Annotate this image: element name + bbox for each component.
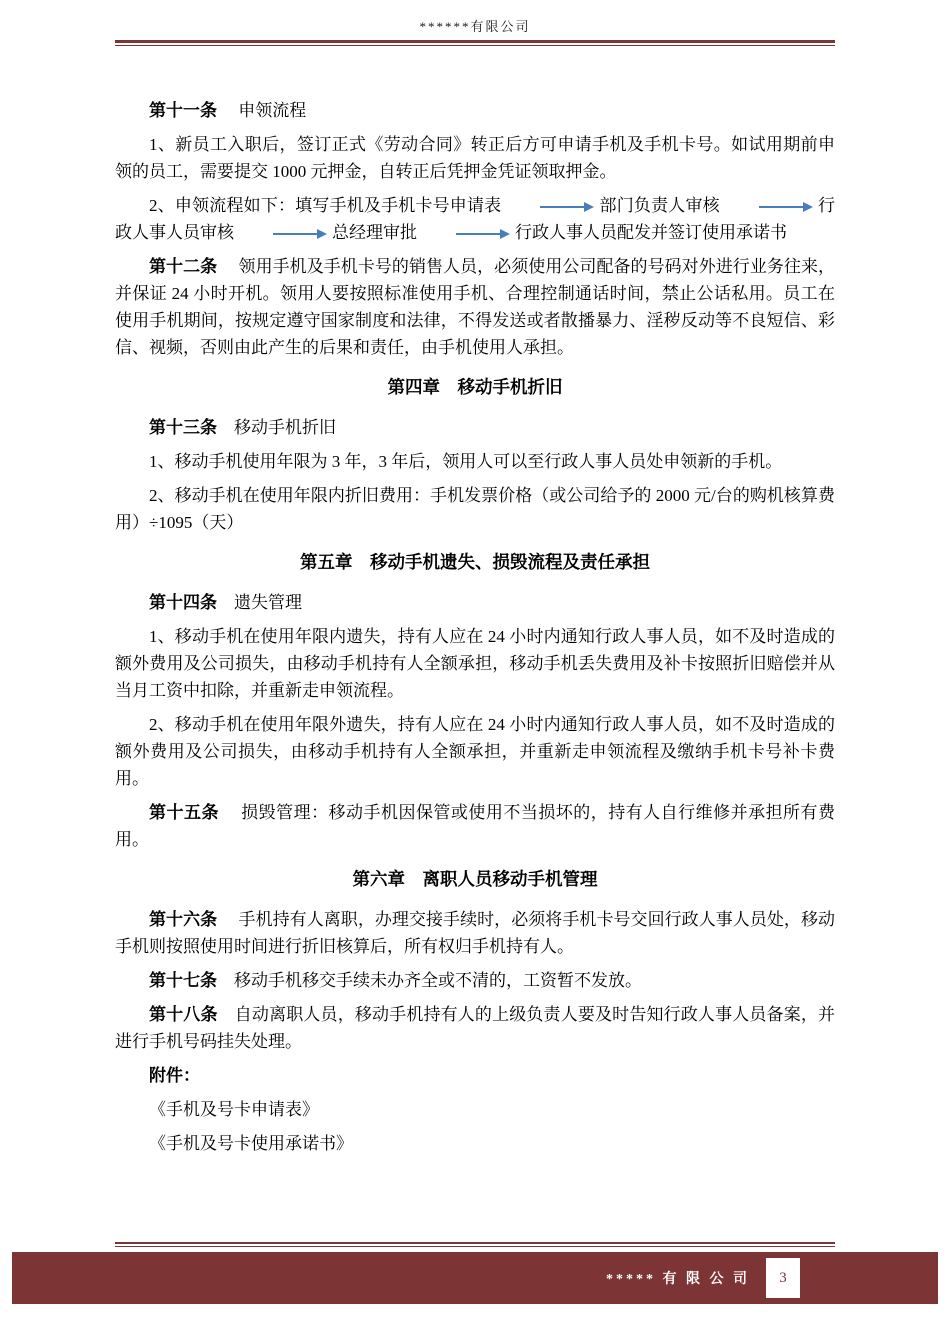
article-label: 第五章 移动手机遗失、损毁流程及责任承担 [300, 552, 650, 572]
paragraph [115, 448, 835, 475]
chapter-heading [115, 549, 835, 576]
article-label: 第十八条 [149, 1005, 218, 1024]
article-label: 第十一条 [149, 101, 217, 120]
text-run: 手机持有人离职，办理交接手续时，必须将手机卡号交回行政人事人员处，移动手机则按照使用时间进行折旧核算后，所有权归手机持有人。 [115, 910, 836, 956]
paragraph [115, 906, 835, 960]
footer-company: ***** 有 限 公 司 [606, 1272, 750, 1287]
text-run: 移动手机折旧 [217, 418, 336, 437]
chapter-heading [115, 866, 835, 893]
article-label: 第十六条 [149, 910, 218, 929]
article-label: 第十二条 [149, 257, 218, 276]
article-label: 第十四条 [149, 593, 217, 612]
paragraph [115, 799, 835, 853]
chapter-heading [115, 374, 835, 401]
text-run: 行政人事人员审核 [115, 196, 836, 242]
paragraph [115, 253, 835, 361]
paragraph [115, 414, 835, 441]
paragraph [115, 192, 835, 246]
text-run: 1、新员工入职后，签订正式《劳动合同》转正后方可申请手机及手机卡号。如试用期前申领的员工，需要提交 1000 元押金，自转正后凭押金凭证领取押金。 [115, 135, 835, 181]
page-number: 3 [766, 1258, 800, 1298]
article-label: 第六章 离职人员移动手机管理 [352, 869, 598, 889]
article-label: 第十三条 [149, 418, 217, 437]
flow-arrow-icon [421, 228, 511, 240]
text-run: 1、移动手机在使用年限内遗失，持有人应在 24 小时内通知行政人事人员，如不及时造成的额外费用及公司损失，由移动手机持有人全额承担，移动手机丢失费用及补卡按照折旧赔偿并从当月工资中扣除，并重新走申领流程。 [115, 627, 835, 700]
footer-bar [12, 1252, 938, 1304]
article-label: 附件： [149, 1066, 200, 1085]
paragraph [115, 1096, 835, 1123]
text-run: 《手机及号卡申请表》 [149, 1100, 319, 1119]
paragraph [115, 623, 835, 704]
text-run: 2、移动手机在使用年限外遗失，持有人应在 24 小时内通知行政人事人员，如不及时造成的额外费用及公司损失，由移动手机持有人全额承担，并重新走申领流程及缴纳手机卡号补卡费用。 [115, 715, 835, 788]
flow-arrow-icon [505, 201, 595, 213]
text-run: 《手机及号卡使用承诺书》 [149, 1134, 353, 1153]
text-run: 自动离职人员，移动手机持有人的上级负责人要及时告知行政人事人员备案，并进行手机号码挂失处理。 [115, 1005, 836, 1051]
text-run: 1、移动手机使用年限为 3 年，3 年后，领用人可以至行政人事人员处申领新的手机。 [149, 452, 783, 471]
paragraph [115, 1062, 835, 1089]
paragraph [115, 482, 835, 536]
text-run: 遗失管理 [217, 593, 302, 612]
paragraph [115, 97, 835, 124]
paragraph [115, 1130, 835, 1157]
text-run: 2、移动手机在使用年限内折旧费用：手机发票价格（或公司给予的 2000 元/台的购机核算费用）÷1095（天） [115, 486, 835, 532]
text-run: 总经理审批 [332, 223, 417, 242]
text-run: 2、申领流程如下：填写手机及手机卡号申请表 [149, 196, 502, 215]
text-run: 领用手机及手机卡号的销售人员，必须使用公司配备的号码对外进行业务往来，并保证 24 小时开机。领用人要按照标准使用手机、合理控制通话时间，禁止公话私用。员工在使用手机期间，按规定遵守国家制度和法律，不得发送或者散播暴力、淫秽反动等不良短信、彩信、视频，否则由此产生的后果和责任，由手机使用人承担。 [115, 257, 836, 357]
flow-arrow-icon [724, 201, 814, 213]
page-header-company: ******有限公司 [419, 19, 531, 34]
document-body [115, 90, 835, 1164]
article-label: 第四章 移动手机折旧 [387, 377, 563, 397]
paragraph [115, 967, 835, 994]
paragraph [115, 131, 835, 185]
paragraph [115, 711, 835, 792]
text-run: 行政人事人员配发并签订使用承诺书 [515, 223, 787, 242]
text-run: 申领流程 [217, 101, 307, 120]
flow-arrow-icon [238, 228, 328, 240]
paragraph [115, 589, 835, 616]
footer-rule [115, 1242, 835, 1247]
text-run: 移动手机移交手续未办齐全或不清的，工资暂不发放。 [217, 971, 642, 990]
article-label: 第十五条 [149, 803, 219, 822]
paragraph [115, 1001, 835, 1055]
header-rule [115, 40, 835, 46]
text-run: 损毁管理：移动手机因保管或使用不当损坏的，持有人自行维修并承担所有费用。 [115, 803, 836, 849]
article-label: 第十七条 [149, 971, 217, 990]
text-run: 部门负责人审核 [599, 196, 720, 215]
